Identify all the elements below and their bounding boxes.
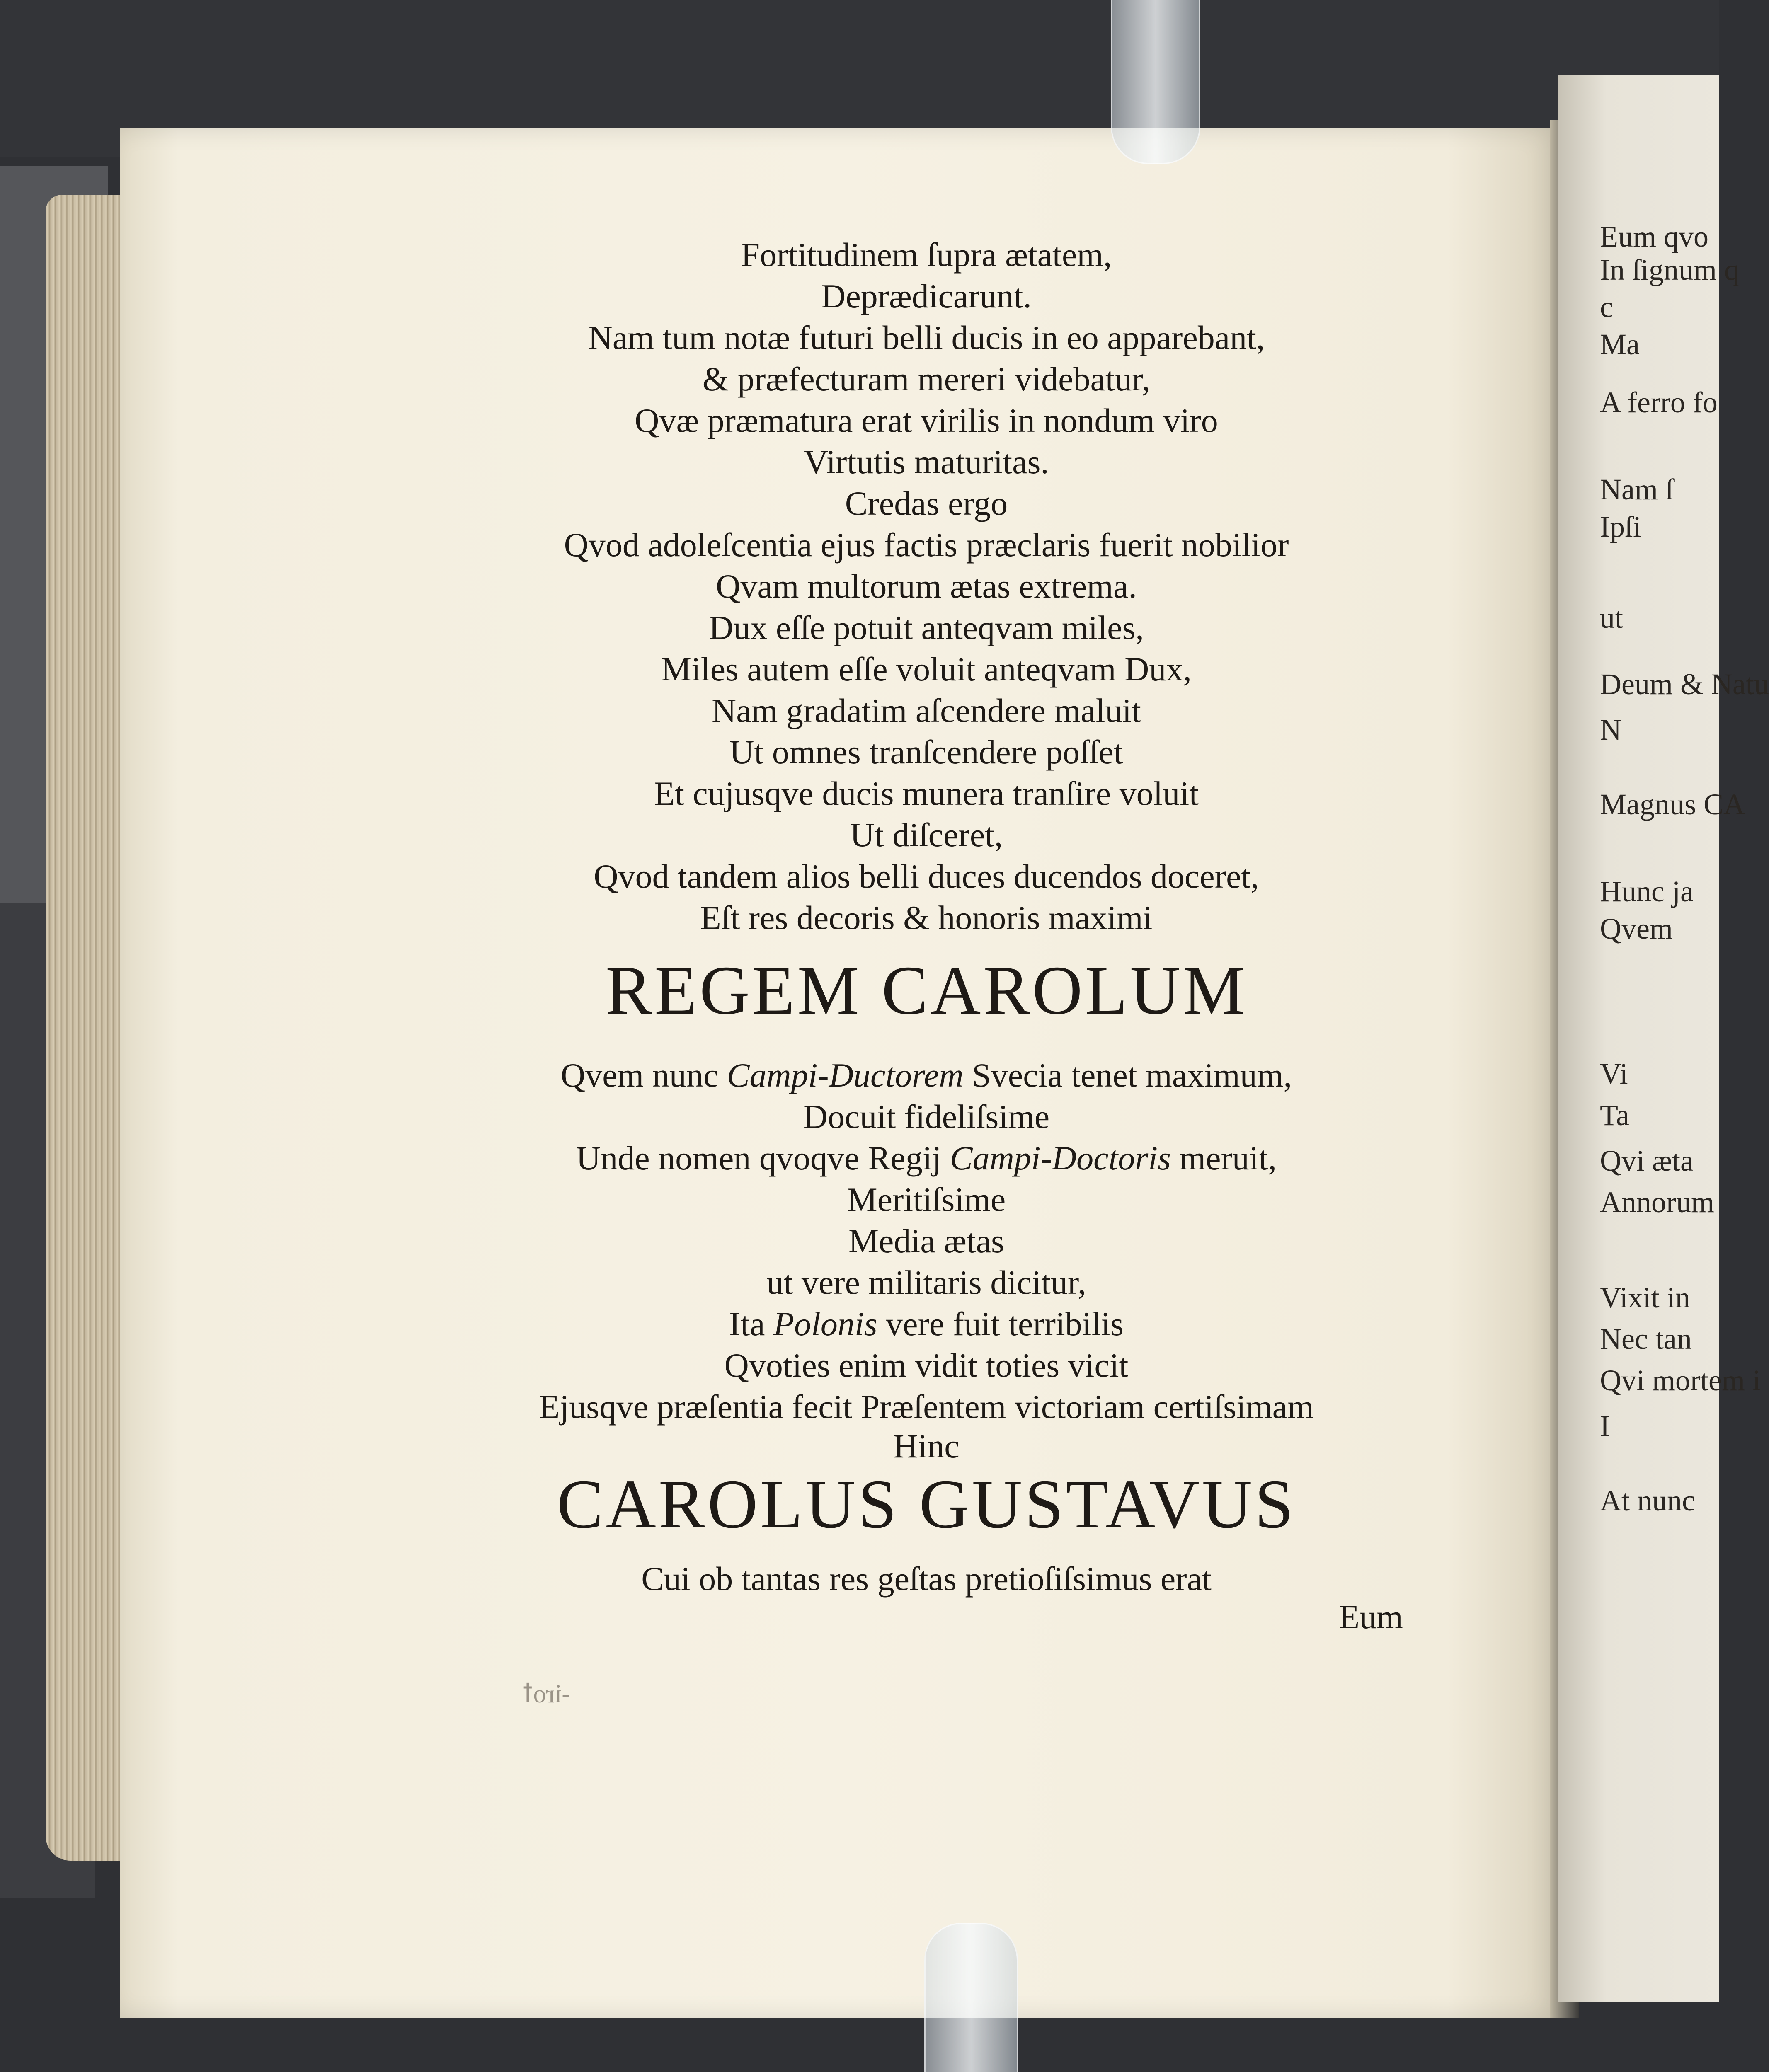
- text-line: Ut omnes tranſcendere poſſet: [729, 733, 1123, 771]
- text-line: Dux eſſe potuit anteqvam miles,: [709, 609, 1144, 646]
- page-clip-top: [1111, 0, 1200, 164]
- right-page-line: Vixit in: [1600, 1281, 1690, 1314]
- right-page-line: Ipſi: [1600, 510, 1641, 543]
- text-line: Miles autem eſſe voluit anteqvam Dux,: [661, 650, 1192, 688]
- text-line: Fortitudinem ſupra ætatem,: [741, 236, 1112, 274]
- heading-regem-carolum: REGEM CAROLUM: [605, 952, 1248, 1029]
- text-line: ut vere militaris dicitur,: [766, 1264, 1086, 1301]
- text-line: Hinc: [893, 1427, 960, 1465]
- right-page-line: Magnus CA: [1600, 788, 1745, 821]
- right-page-line: Qvi mortem i: [1600, 1364, 1761, 1397]
- text-line: Unde nomen qvoqve Regij Campi-Doctoris meruit,: [576, 1139, 1277, 1177]
- right-page-line: At nunc: [1600, 1484, 1695, 1517]
- text-line: Qvam multorum ætas extrema.: [716, 567, 1137, 605]
- right-page-line: Nam ſ: [1600, 473, 1674, 506]
- text-line: Media ætas: [848, 1222, 1004, 1260]
- text-line: Qvod tandem alios belli duces ducendos doceret,: [594, 857, 1259, 895]
- text-line: & præfecturam mereri videbatur,: [702, 360, 1151, 398]
- right-page-line: Eum qvo: [1600, 220, 1708, 253]
- right-page-line: Nec tan: [1600, 1322, 1692, 1356]
- text-line: Meritiſsime: [847, 1181, 1006, 1218]
- text-line: Credas ergo: [845, 484, 1008, 522]
- right-page-line: c: [1600, 290, 1613, 324]
- text-line: Eſt res decoris & honoris maximi: [700, 899, 1153, 937]
- right-page-line: Qvi æta: [1600, 1144, 1694, 1177]
- text-line: Et cujusqve ducis munera tranſire voluit: [654, 775, 1199, 812]
- right-page-line: A ferro fo: [1600, 386, 1718, 419]
- text-line: Virtutis maturitas.: [804, 443, 1049, 481]
- right-page-line: Hunc ja: [1600, 875, 1694, 908]
- right-page-line: Vi: [1600, 1057, 1628, 1090]
- text-line: Ut diſceret,: [850, 816, 1003, 854]
- text-line: Qvem nunc Campi-Ductorem Svecia tenet maximum,: [560, 1056, 1292, 1094]
- right-page-line: Deum & Natu: [1600, 668, 1769, 701]
- right-page-line: Ta: [1600, 1099, 1629, 1132]
- right-page-line: I: [1600, 1409, 1610, 1443]
- catchword: Eum: [1339, 1598, 1403, 1636]
- right-page-line: Qvem: [1600, 912, 1673, 945]
- text-line: Deprædicarunt.: [821, 277, 1032, 315]
- right-page-line: Ma: [1600, 328, 1640, 361]
- right-page-line: Annorum: [1600, 1186, 1714, 1219]
- text-line: Qvod adoleſcentia ejus factis præclaris fuerit nobilior: [564, 526, 1289, 564]
- text-line: Cui ob tantas res geſtas pretioſiſsimus erat: [641, 1560, 1212, 1598]
- text-line: Ita Polonis vere fuit terribilis: [729, 1305, 1124, 1343]
- right-page: [1558, 75, 1719, 2002]
- text-line: Docuit fideliſsime: [803, 1098, 1050, 1135]
- page-edges: [46, 195, 133, 1861]
- text-line: Nam gradatim aſcendere maluit: [712, 692, 1141, 729]
- bleed-through-text: -iroꝉ: [522, 1680, 570, 1708]
- text-line: Ejusqve præſentia fecit Præſentem victoriam certiſsimam: [539, 1388, 1314, 1426]
- text-line: Qvoties enim vidit toties vicit: [724, 1346, 1129, 1384]
- heading-carolus-gustavus: CAROLUS GUSTAVUS: [557, 1466, 1296, 1543]
- page-clip-bottom: [924, 1923, 1018, 2072]
- right-page-line: In ſignum q: [1600, 253, 1739, 286]
- text-line: Nam tum notæ futuri belli ducis in eo apparebant,: [588, 319, 1265, 356]
- right-page-line: N: [1600, 713, 1621, 746]
- text-line: Qvæ præmatura erat virilis in nondum viro: [635, 402, 1218, 439]
- right-page-line: ut: [1600, 601, 1624, 634]
